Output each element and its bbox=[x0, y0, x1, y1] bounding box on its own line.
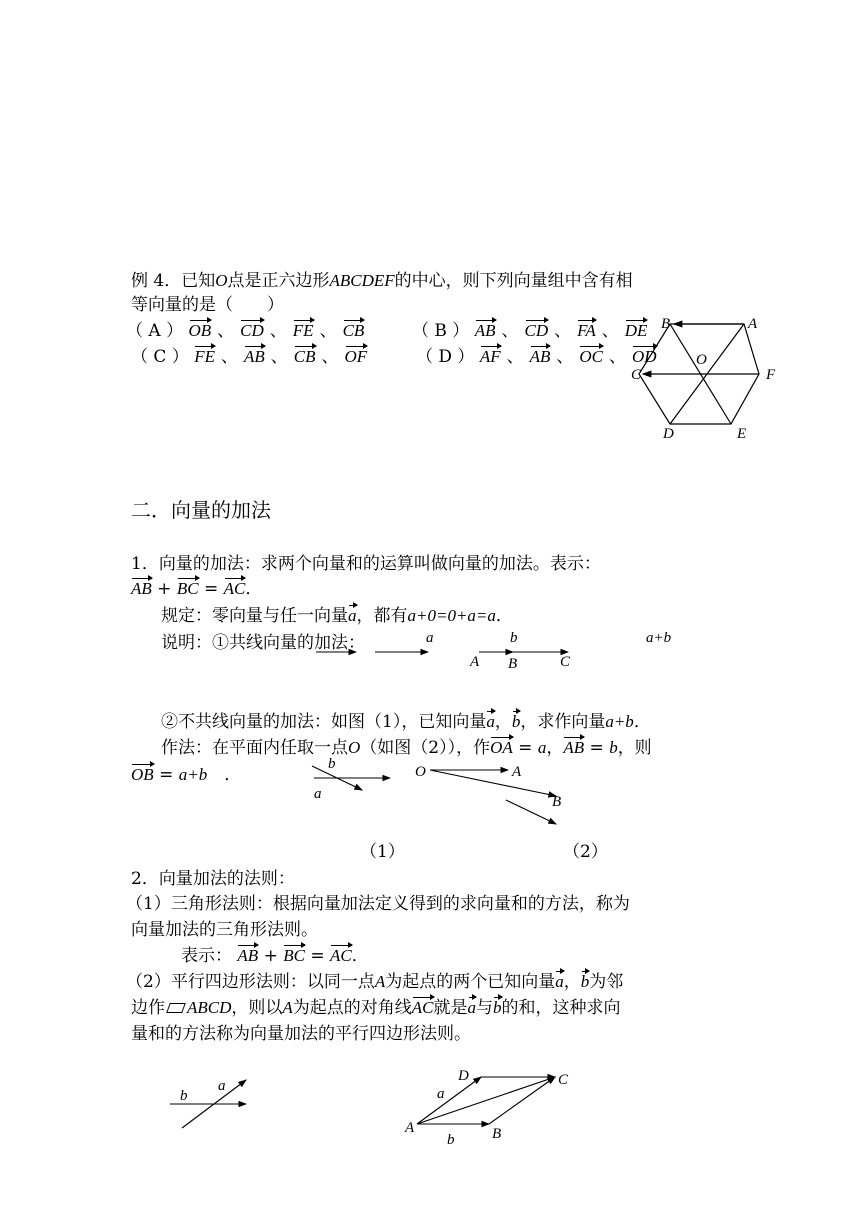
fig2-label-o: O bbox=[415, 764, 426, 780]
hex-label-d: D bbox=[663, 426, 674, 442]
para-vector-ad bbox=[417, 1077, 481, 1124]
collinear-figure bbox=[300, 620, 700, 676]
fig2-caption: （2） bbox=[563, 842, 608, 862]
para-label-vec-a: a bbox=[437, 1086, 445, 1102]
label-vec-a: a bbox=[426, 630, 434, 646]
noncollinear-figures bbox=[300, 752, 580, 832]
noncollinear-line: ②不共线向量的加法：如图（1），已知向量a，b，求作向量a+b． bbox=[161, 707, 651, 732]
hex-label-f: F bbox=[766, 367, 776, 383]
parallelogram-symbol-icon bbox=[166, 1003, 186, 1013]
point-o: O bbox=[215, 271, 228, 290]
example4-line1 bbox=[131, 266, 633, 291]
para-label-b: B bbox=[492, 1126, 502, 1142]
fig2-vector-ab bbox=[506, 800, 556, 824]
parallelogram-rule-line1: （2）平行四边形法则：以同一点A为起点的两个已知向量a，b为邻 bbox=[126, 967, 623, 992]
example4-line2: 等向量的是（ ） bbox=[131, 295, 284, 315]
bottom-label-a: a bbox=[218, 1078, 226, 1094]
para-vector-bc bbox=[489, 1077, 555, 1124]
triangle-rule-formula: 表示： AB + BC = AC． bbox=[181, 941, 369, 966]
option-a: （ A ） OB 、 CD 、 FE 、 CB bbox=[126, 316, 364, 341]
zero-vector-rule: 规定：零向量与任一向量a，都有a+0=0+a=a． bbox=[161, 601, 513, 626]
section-heading: 二．向量的加法 bbox=[131, 498, 271, 522]
collinear-note: 说明：①共线向量的加法： bbox=[161, 633, 365, 653]
parallelogram-figure bbox=[395, 1060, 585, 1150]
hex-label-e: E bbox=[737, 426, 747, 442]
hex-label-a: A bbox=[748, 316, 758, 332]
parallelogram-rule-line2: 边作 ABCD，则以A为起点的对角线AC就是a与b的和，这种求向 bbox=[131, 993, 621, 1018]
option-c: （ C ） FE 、 AB 、 CB 、 OF bbox=[131, 342, 367, 367]
rules-heading: 2．向量加法的法则： bbox=[131, 869, 295, 889]
hex-label-b: B bbox=[661, 316, 671, 332]
example4-title-part2: 点是正六边形 bbox=[227, 271, 330, 291]
label-point-c: C bbox=[560, 654, 571, 670]
fig1-label-a: a bbox=[314, 786, 322, 802]
fig1-label-b: b bbox=[328, 756, 336, 772]
addition-formula: AB + BC = AC． bbox=[131, 574, 262, 599]
example4-title-part3: 的中心，则下列向量组中含有相 bbox=[394, 271, 633, 291]
fig2-label-a: A bbox=[512, 764, 522, 780]
example4-title-part1: 例 4．已知 bbox=[131, 271, 216, 291]
para-label-c: C bbox=[558, 1072, 569, 1088]
fig1-caption: （1） bbox=[360, 842, 405, 862]
option-d: （ D ） AF 、 AB 、 OC 、 OD bbox=[416, 342, 657, 367]
hex-label-c: C bbox=[631, 367, 642, 383]
method-line1: 作法：在平面内任取一点O（如图（2）），作OA = a，AB = b，则 bbox=[161, 733, 652, 758]
method-line2: OB = a+b ． bbox=[131, 760, 241, 785]
triangle-rule-line2: 向量加法的三角形法则。 bbox=[131, 920, 318, 940]
para-label-d: D bbox=[458, 1068, 469, 1084]
label-point-b: B bbox=[508, 656, 518, 672]
label-vec-sum: a+b bbox=[646, 630, 672, 646]
hexagon-figure bbox=[625, 310, 785, 446]
para-label-vec-b: b bbox=[447, 1132, 455, 1148]
label-point-a: A bbox=[470, 654, 480, 670]
bottom-label-b: b bbox=[180, 1088, 188, 1104]
hex-label-o: O bbox=[696, 352, 707, 368]
parallelogram-rule-line3: 量和的方法称为向量加法的平行四边形法则。 bbox=[131, 1024, 471, 1044]
hexagon-name: ABCDEF bbox=[329, 271, 395, 290]
fig2-label-b: B bbox=[552, 794, 562, 810]
option-b: （ B ） AB 、 CD 、 FA 、 DE bbox=[412, 316, 647, 341]
fig2-vector-ob bbox=[430, 770, 556, 796]
para-label-a: A bbox=[405, 1120, 415, 1136]
label-vec-b: b bbox=[510, 630, 518, 646]
crossed-vectors-figure bbox=[160, 1068, 260, 1138]
triangle-rule-line1: （1）三角形法则：根据向量加法定义得到的求向量和的方法，称为 bbox=[126, 894, 630, 914]
addition-definition: 1．向量的加法：求两个向量和的运算叫做向量的加法。表示： bbox=[131, 554, 601, 574]
